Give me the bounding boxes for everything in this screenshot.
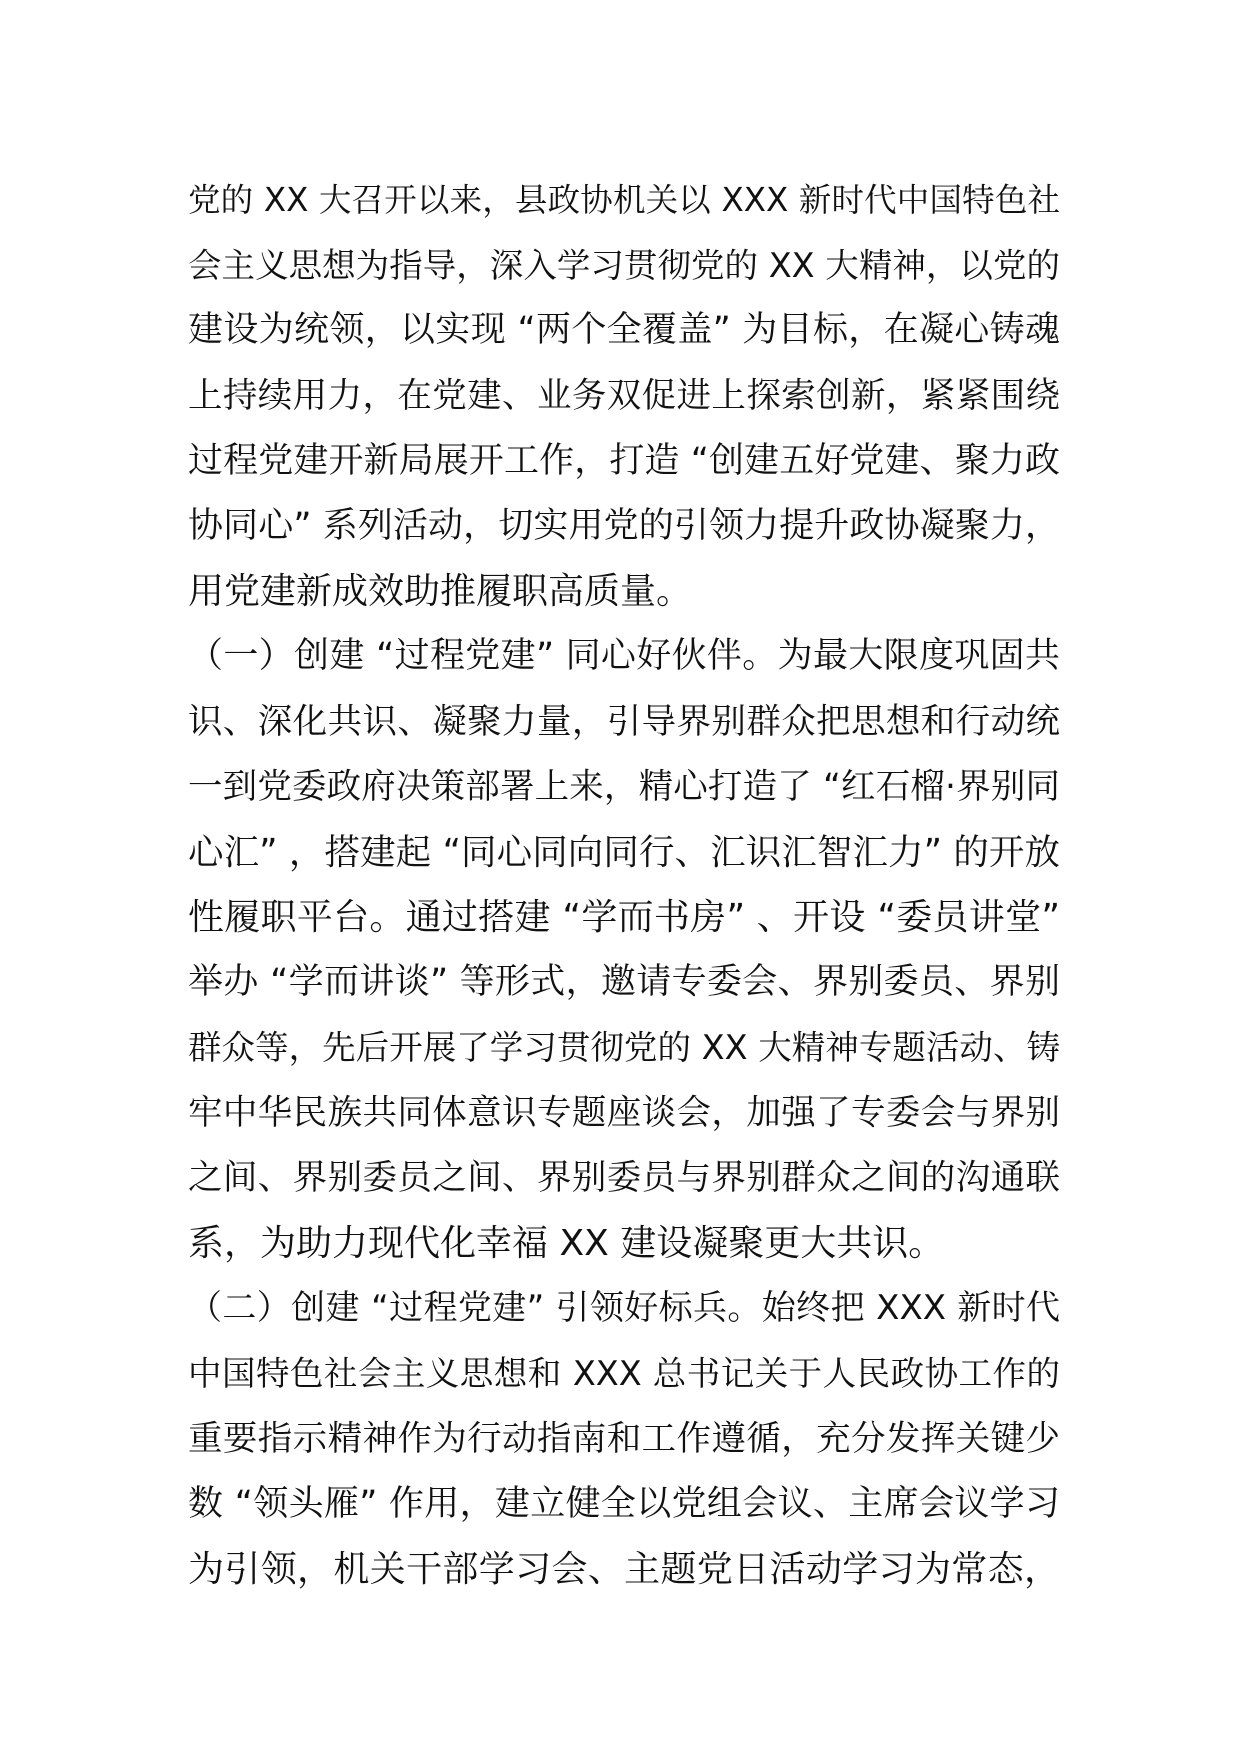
document-body [188, 168, 1060, 1602]
text-line-15: 牢中华民族共同体意识专题座谈会，加强了专委会与界别 [188, 1092, 1060, 1133]
text-line-21: 数 “领头雁” 作用，建立健全以党组会议、主席会议学习 [188, 1483, 1060, 1524]
text-line-8: （一）创建 “过程党建” 同心好伙伴。为最大限度巩固共 [188, 636, 1060, 677]
text-line-22: 为引领，机关干部学习会、主题党日活动学习为常态， [188, 1548, 1060, 1590]
text-line-3: 建设为统领，以实现 “两个全覆盖” 为目标，在凝心铸魂 [188, 310, 1060, 351]
text-line-20: 重要指示精神作为行动指南和工作遵循，充分发挥关键少 [188, 1418, 1060, 1459]
text-line-14: 群众等，先后开展了学习贯彻党的 XX 大精神专题活动、铸 [188, 1028, 1060, 1068]
text-line-7: 用党建新成效助推履职高质量。 [188, 571, 693, 613]
text-line-16: 之间、界别委员之间、界别委员与界别群众之间的沟通联 [188, 1157, 1060, 1198]
text-line-5: 过程党建开新局展开工作，打造 “创建五好党建、聚力政 [188, 440, 1060, 481]
text-line-4: 上持续用力，在党建、业务双促进上探索创新，紧紧围绕 [188, 375, 1060, 416]
text-line-12: 性履职平台。通过搭建 “学而书房” 、开设 “委员讲堂” [188, 897, 1060, 939]
text-line-2: 会主义思想为指导，深入学习贯彻党的 XX 大精神，以党的 [188, 246, 1060, 286]
text-line-1: 党的 XX 大召开以来，县政协机关以 XXX 新时代中国特色社 [188, 181, 1060, 219]
text-line-9: 识、深化共识、凝聚力量，引导界别群众把思想和行动统 [188, 701, 1060, 742]
text-line-17: 系，为助力现代化幸福 XX 建设凝聚更大共识。 [188, 1223, 945, 1264]
text-line-11: 心汇” ，搭建起 “同心同向同行、汇识汇智汇力” 的开放 [188, 831, 1060, 873]
text-line-6: 协同心” 系列活动，切实用党的引领力提升政协凝聚力， [188, 505, 1060, 546]
text-line-19: 中国特色社会主义思想和 XXX 总书记关于人民政协工作的 [188, 1354, 1060, 1394]
text-line-10: 一到党委政府决策部署上来，精心打造了 “红石榴·界别同 [188, 766, 1060, 807]
text-line-18: （二）创建 “过程党建” 引领好标兵。始终把 XXX 新时代 [188, 1288, 1060, 1329]
text-line-13: 举办 “学而讲谈” 等形式，邀请专委会、界别委员、界别 [188, 962, 1060, 1003]
